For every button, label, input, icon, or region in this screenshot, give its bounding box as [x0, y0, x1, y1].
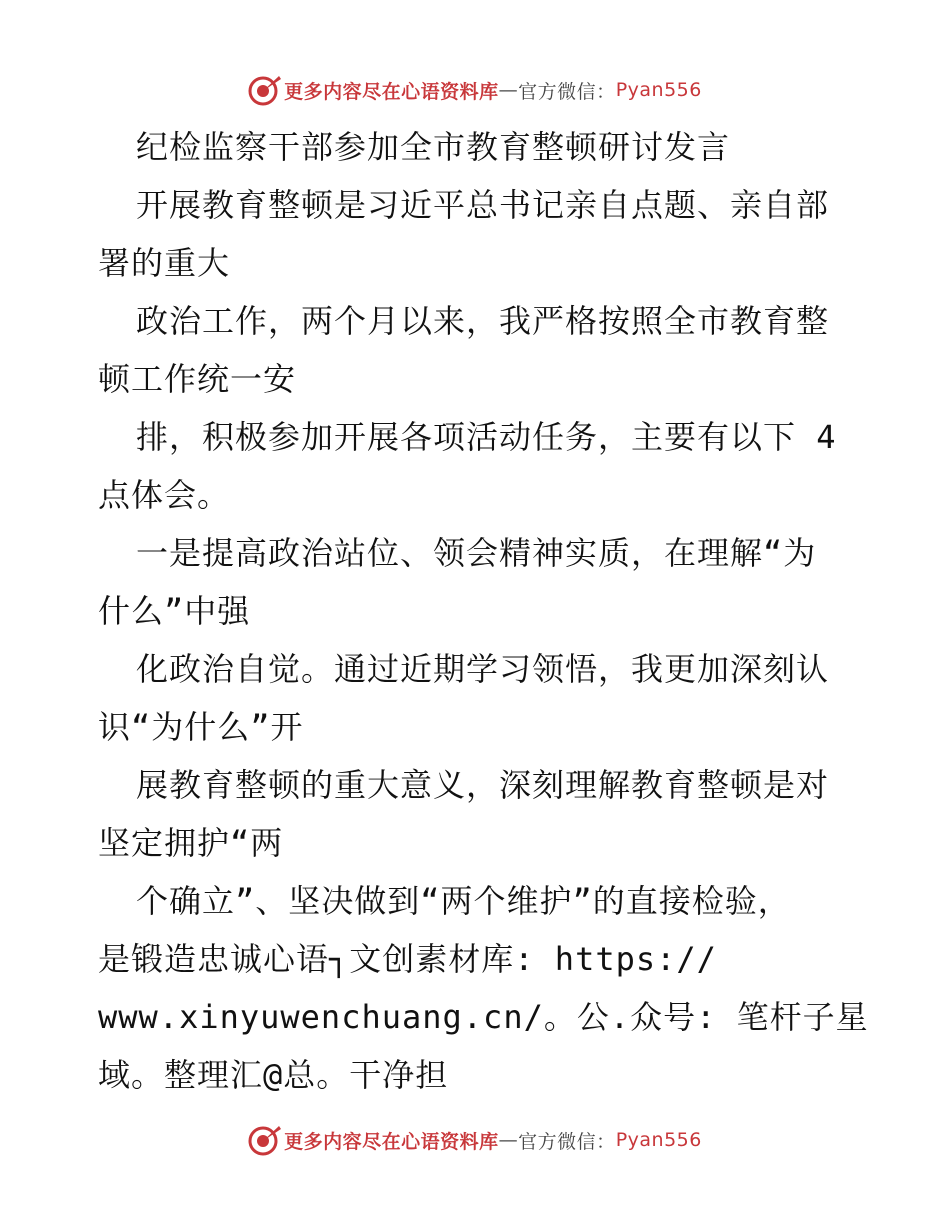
footer-banner	[0, 1120, 950, 1160]
banner-wechat-id: Pyan556	[615, 79, 702, 101]
banner-left-text: 更多内容尽在心语资料库	[284, 1130, 499, 1153]
banner-wechat-label: 官方微信：	[518, 1130, 616, 1153]
pen-logo-icon	[248, 73, 282, 107]
header-banner	[0, 70, 950, 110]
text-line: 顿工作统一安	[98, 360, 297, 398]
text-line: 是锻造忠诚心语┐文创素材库: https://	[98, 940, 717, 978]
banner-dash: —	[498, 79, 519, 101]
text-line: www.xinyuwenchuang.cn/。公.众号: 笔杆子星	[98, 998, 869, 1036]
text-line: 个确立”、坚决做到“两个维护”的直接检验，	[136, 882, 791, 920]
text-line: 政治工作，两个月以来，我严格按照全市教育整	[136, 302, 830, 340]
text-line: 识“为什么”开	[98, 708, 304, 746]
text-line: 开展教育整顿是习近平总书记亲自点题、亲自部	[136, 186, 830, 224]
text-line: 一是提高政治站位、领会精神实质，在理解“为	[136, 534, 817, 572]
text-line: 什么”中强	[98, 592, 251, 630]
text-line: 展教育整顿的重大意义，深刻理解教育整顿是对	[136, 766, 830, 804]
text-line: 化政治自觉。通过近期学习领悟，我更加深刻认	[136, 650, 830, 688]
banner-dash: —	[498, 1129, 519, 1151]
text-line: 域。整理汇@总。干净担	[98, 1056, 449, 1094]
text-line: 署的重大	[98, 244, 231, 282]
text-line: 点体会。	[98, 476, 231, 514]
document-title: 纪检监察干部参加全市教育整顿研讨发言	[136, 128, 731, 166]
pen-logo-icon	[248, 1123, 282, 1157]
banner-wechat-id: Pyan556	[615, 1129, 702, 1151]
banner-left-text: 更多内容尽在心语资料库	[284, 80, 499, 103]
text-line: 排，积极参加开展各项活动任务，主要有以下 4	[136, 418, 837, 456]
document-body	[98, 118, 869, 1104]
banner-wechat-label: 官方微信：	[518, 80, 616, 103]
text-line: 坚定拥护“两	[98, 824, 284, 862]
